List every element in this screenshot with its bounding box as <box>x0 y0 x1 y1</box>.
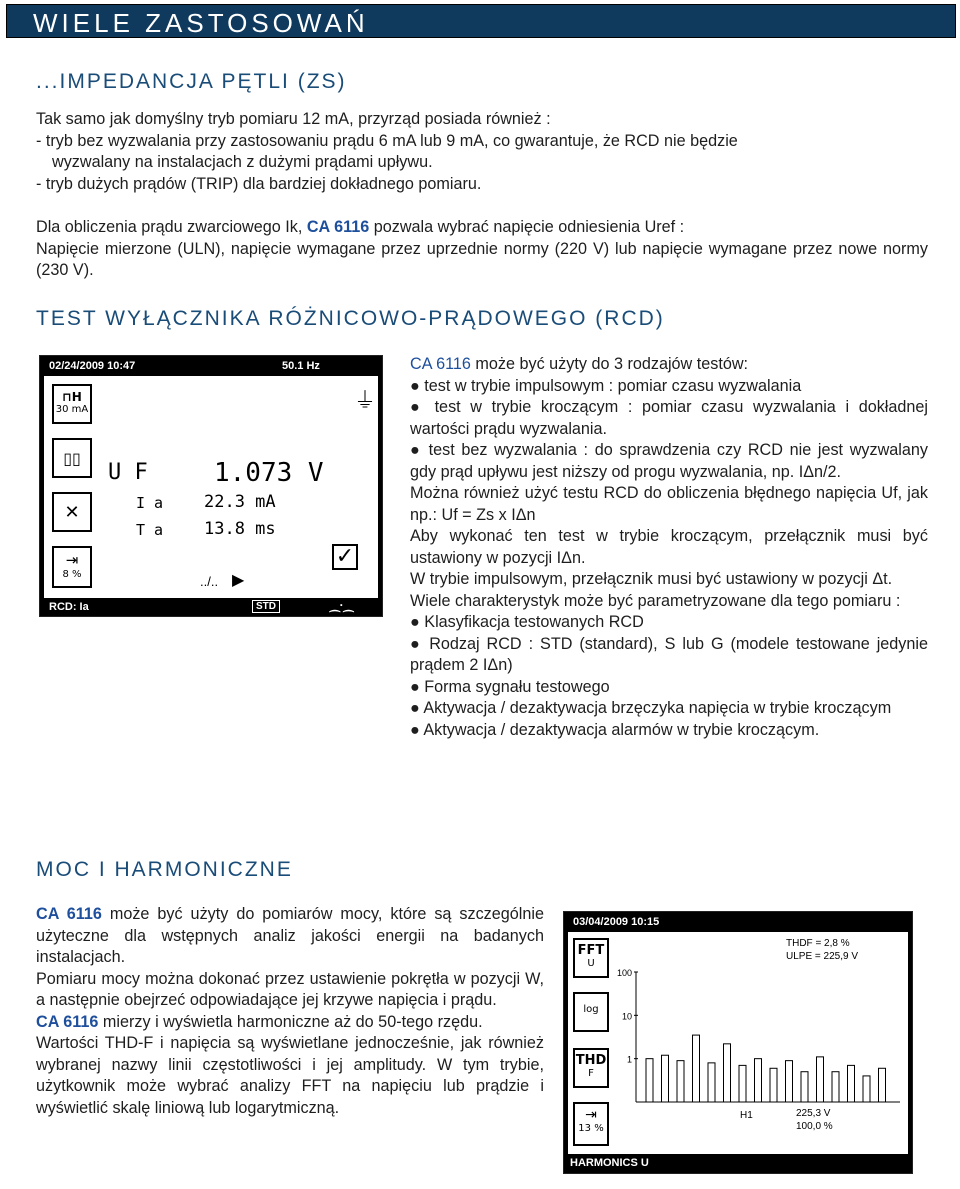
list-item: ● Aktywacja / dezaktywacja brzęczyka napięcia w trybie kroczącym <box>410 699 892 717</box>
harmonic-bar <box>693 1035 700 1102</box>
rcd-test-type-button[interactable] <box>52 438 92 478</box>
current-label: 30 mA <box>55 404 89 415</box>
screen-mode: RCD: Ia <box>49 601 89 613</box>
screen-date: 03/04/2009 10:15 <box>573 916 660 928</box>
y-tick-label: 1 <box>626 1054 632 1065</box>
screen-frequency: 50.1 Hz <box>282 360 320 372</box>
screen-mode: HARMONICS U <box>570 1157 649 1169</box>
harmonic-bar <box>646 1059 653 1102</box>
battery-percent: 8 % <box>62 569 82 580</box>
ia-label: I a <box>136 494 164 512</box>
harmonics-device-screen <box>563 911 913 1174</box>
uref-text <box>36 217 928 282</box>
text-para: Można również użyć testu RCD do obliczenia błędnego napięcia Uf, jak np.: Uf = Zs x IΔn <box>410 484 928 524</box>
y-tick-label: 10 <box>621 1011 632 1022</box>
rcd-settings-button[interactable] <box>52 492 92 532</box>
text-fragment: może być użyty do pomiarów mocy, które są szczególnie użyteczne dla wstępnych analiz jakości energii na badanych instalacjach. <box>36 905 544 966</box>
power-description <box>36 904 544 1119</box>
section-heading-rcd: TEST WYŁĄCZNIKA RÓŻNICOWO-PRĄDOWEGO (RCD) <box>36 307 665 330</box>
harmonic-bar <box>832 1072 839 1102</box>
screen-date: 02/24/2009 10:47 <box>49 360 136 372</box>
page-banner <box>6 4 956 38</box>
text-para: Wartości THD-F i napięcia są wyświetlane jednocześnie, jak również wybranej nazwy linii częstotliwości i jej amplitudy. W tym trybie, użytkownik może wybrać analizy FFT na napięciu lub prądzie i wyświetlić skalę liniową lub logarytmiczną. <box>36 1034 544 1117</box>
text-fragment: mierzy i wyświetla harmoniczne aż do 50-tego rzędu. <box>98 1012 483 1031</box>
rcd-display <box>44 376 378 598</box>
rcd-device-icon: ▯▯ <box>63 449 81 468</box>
text-para: Wiele charakterystyk może być parametryzowane dla tego pomiaru : <box>410 591 901 610</box>
harmonic-bar <box>879 1068 886 1102</box>
harmonic-bar <box>770 1068 777 1102</box>
h1-percent: 100,0 % <box>796 1121 833 1132</box>
text-para: W trybie impulsowym, przełącznik musi być ustawiony w pozycji Δt. <box>410 570 893 588</box>
text-para: Aby wykonać ten test w trybie kroczącym, przełącznik musi być ustawiony w pozycji IΔn. <box>410 527 928 567</box>
ulpe-readout: ULPE = 225,9 V <box>786 951 858 962</box>
ia-value: 22.3 mA <box>204 492 276 512</box>
list-item: ● test bez wyzwalania : do sprawdzenia czy RCD nie jest wyzwalany gdy prąd upływu jest niższy od progu wyzwalania, np. IΔn/2. <box>410 441 928 481</box>
list-item: ● Aktywacja / dezaktywacja alarmów w trybie kroczącym. <box>410 720 820 739</box>
harmonic-bar <box>724 1044 731 1102</box>
harmonic-bar <box>708 1063 715 1102</box>
text-line: Tak samo jak domyślny tryb pomiaru 12 mA, przyrząd posiada również : <box>36 110 551 128</box>
ta-value: 13.8 ms <box>204 519 276 539</box>
harmonic-bar <box>755 1059 762 1102</box>
rcd-battery-button[interactable] <box>52 546 92 588</box>
banner-title: WIELE ZASTOSOWAŃ <box>33 8 369 38</box>
list-item: ● test w trybie impulsowym : pomiar czasu wyzwalania <box>410 376 802 395</box>
text-line: - tryb bez wyzwalania przy zastosowaniu prądu 6 mA lub 9 mA, co gwarantuje, że RCD nie będzie <box>36 131 738 150</box>
text-line: - tryb dużych prądów (TRIP) dla bardziej dokładnego pomiaru. <box>36 174 482 193</box>
rcd-description <box>410 354 928 741</box>
y-tick-label: 100 <box>616 968 632 978</box>
thd-button[interactable] <box>573 1048 609 1088</box>
harmonic-bar <box>739 1065 746 1102</box>
h1-voltage: 225,3 V <box>796 1108 831 1119</box>
list-item: ● test w trybie kroczącym : pomiar czasu wyzwalania i dokładnej wartości prądu wyzwalania. <box>410 398 928 438</box>
std-badge: STD <box>252 600 280 613</box>
harmonic-bar <box>786 1061 793 1102</box>
plug-icon: ⏚ <box>354 388 377 413</box>
battery-icon: ⇥ <box>585 1107 597 1123</box>
rcd-device-screen <box>39 355 383 617</box>
fft-label: FFT <box>577 943 605 958</box>
uf-label: U F <box>108 460 148 485</box>
text-line: wyzwalany na instalacjach z dużymi prądami upływu. <box>52 153 433 171</box>
list-item: ● Forma sygnału testowego <box>410 677 610 696</box>
page-hint: ../.. <box>200 574 219 589</box>
h1-label: H1 <box>740 1110 753 1121</box>
uf-value: 1.073 V <box>214 458 324 488</box>
battery-percent: 13 % <box>578 1123 604 1134</box>
model-name: CA 6116 <box>36 905 102 923</box>
harmonic-bar <box>677 1061 684 1102</box>
model-name: CA 6116 <box>36 1012 99 1031</box>
rcd-trip-mode-button[interactable] <box>52 384 92 424</box>
tools-icon: ✕ <box>64 502 80 523</box>
list-item: ● Klasyfikacja testowanych RCD <box>410 613 644 631</box>
battery-button[interactable] <box>573 1102 609 1146</box>
harmonic-bar <box>801 1072 808 1102</box>
harmonics-display <box>568 932 908 1154</box>
waveform-icon: ⁔·⁔ <box>330 598 354 612</box>
ta-label: T a <box>136 521 164 539</box>
log-label: log <box>583 1004 599 1015</box>
thd-sub: F <box>588 1068 594 1079</box>
text-fragment: może być użyty do 3 rodzajów testów: <box>470 355 749 373</box>
section-heading-power: MOC I HARMONICZNE <box>36 858 293 881</box>
text-fragment: Napięcie mierzone (ULN), napięcie wymagane przez uprzednie normy (220 V) lub napięcie wymagane przez nowe normy (230 V). <box>36 239 928 279</box>
text-para: Pomiaru mocy można dokonać przez ustawienie pokrętła w pozycji W, a następnie obejrzeć odpowiadające jej krzywe napięcia i prądu. <box>36 969 544 1009</box>
log-button[interactable] <box>573 992 609 1032</box>
section-heading-impedance: ...IMPEDANCJA PĘTLI (ZS) <box>36 70 347 93</box>
model-name: CA 6116 <box>410 355 471 373</box>
fft-sub: U <box>587 958 595 969</box>
impedance-modes-text <box>36 109 926 195</box>
harmonics-bar-chart <box>614 962 904 1112</box>
next-page-icon[interactable]: ▶ <box>232 572 245 589</box>
thd-label: THD <box>575 1053 607 1068</box>
trip-icon: ⊓H <box>62 390 82 404</box>
text-fragment: Dla obliczenia prądu zwarciowego Ik, <box>36 218 307 236</box>
thdf-readout: THDF = 2,8 % <box>786 938 850 949</box>
check-icon[interactable]: ✓ <box>332 544 358 570</box>
model-name: CA 6116 <box>306 218 370 236</box>
text-fragment: pozwala wybrać napięcie odniesienia Uref : <box>369 218 685 236</box>
fft-button[interactable] <box>573 938 609 978</box>
harmonic-bar <box>817 1057 824 1102</box>
list-item: ● Rodzaj RCD : STD (standard), S lub G (modele testowane jedynie prądem 2 IΔn) <box>410 634 928 674</box>
harmonic-bar <box>662 1055 669 1102</box>
harmonic-bar <box>863 1076 870 1102</box>
harmonic-bar <box>848 1065 855 1102</box>
battery-icon: ⇥ <box>65 551 79 569</box>
